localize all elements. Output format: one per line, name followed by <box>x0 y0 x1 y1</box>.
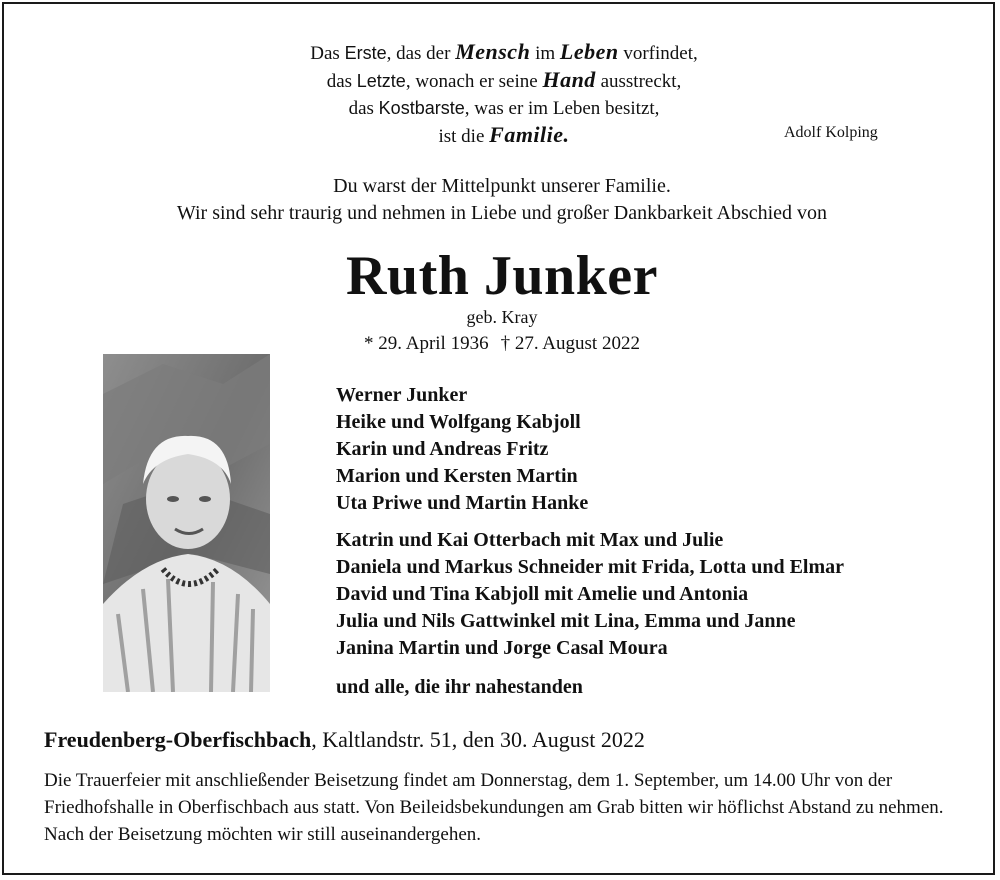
mourner-name: Marion und Kersten Martin <box>336 465 578 487</box>
mourner-name: Katrin und Kai Otterbach mit Max und Julie <box>336 529 724 551</box>
obituary-notice <box>2 2 995 875</box>
funeral-details: Die Trauerfeier mit anschließender Beisetzung findet am Donnerstag, dem 1. September, um 14.00 Uhr von der Friedhofshalle in Oberfischbach aus statt. Von Beileidsbekundungen am Grab bitten wir höflichst Abstand zu nehmen. Nach der Beisetzung möchten wir still auseinandergehen. <box>44 770 944 845</box>
birth-name: geb. Kray <box>466 307 538 327</box>
quote-author: Adolf Kolping <box>784 124 878 141</box>
mourners-group-2 <box>336 527 844 662</box>
mourner-name: Karin und Andreas Fritz <box>336 438 549 460</box>
quote-text: Das <box>310 43 345 64</box>
quote-keyword: Erste <box>344 43 387 63</box>
portrait-photo <box>103 354 270 692</box>
portrait-image <box>103 354 270 692</box>
quote-keyword: Letzte <box>356 71 406 91</box>
quote-script-word: Familie. <box>489 122 570 147</box>
mourner-name: Heike und Wolfgang Kabjoll <box>336 411 581 433</box>
quote-text: , wonach er seine <box>405 71 543 92</box>
quote-text: das <box>326 71 357 92</box>
quote-text: , was er im Leben besitzt, <box>464 98 660 119</box>
intro-line-2: Wir sind sehr traurig und nehmen in Liebe und großer Dankbarkeit Abschied von <box>176 202 828 224</box>
mourner-name: Daniela und Markus Schneider mit Frida, Lotta und Elmar <box>336 556 845 578</box>
quote-text: das <box>348 98 379 119</box>
mourner-name: Uta Priwe und Martin Hanke <box>336 492 589 514</box>
quote-line-1 <box>4 39 995 67</box>
deceased-name: Ruth Junker <box>345 245 659 307</box>
life-dates <box>4 333 995 355</box>
intro-line-1: Du warst der Mittelpunkt unserer Familie. <box>333 175 671 197</box>
quote-script-word: Mensch <box>455 39 531 64</box>
mourners-closing: und alle, die ihr nahestanden <box>336 676 583 698</box>
mourners-group-1 <box>336 382 588 517</box>
mourner-name: Werner Junker <box>336 384 468 406</box>
quote-text: ausstreckt, <box>595 71 682 92</box>
location-place: Freudenberg-Oberfischbach <box>44 727 312 752</box>
mourner-name: Janina Martin und Jorge Casal Moura <box>336 637 668 659</box>
quote-text: vorfindet, <box>618 43 698 64</box>
quote-line-2 <box>4 67 995 95</box>
death-date: † 27. August 2022 <box>500 333 640 354</box>
quote-text: ist die <box>438 126 490 147</box>
quote-text: im <box>530 43 560 64</box>
birth-date: * 29. April 1936 <box>364 333 489 354</box>
quote-script-word: Leben <box>559 39 619 64</box>
mourner-name: Julia und Nils Gattwinkel mit Lina, Emma und Janne <box>336 610 796 632</box>
quote-script-word: Hand <box>542 67 596 92</box>
location-rest: , Kaltlandstr. 51, den 30. August 2022 <box>311 727 645 752</box>
mourner-name: David und Tina Kabjoll mit Amelie und Antonia <box>336 583 749 605</box>
location-line <box>44 727 645 753</box>
quote-line-3 <box>4 95 995 122</box>
quote-keyword: Kostbarste <box>378 98 465 118</box>
quote-text: , das der <box>386 43 456 64</box>
